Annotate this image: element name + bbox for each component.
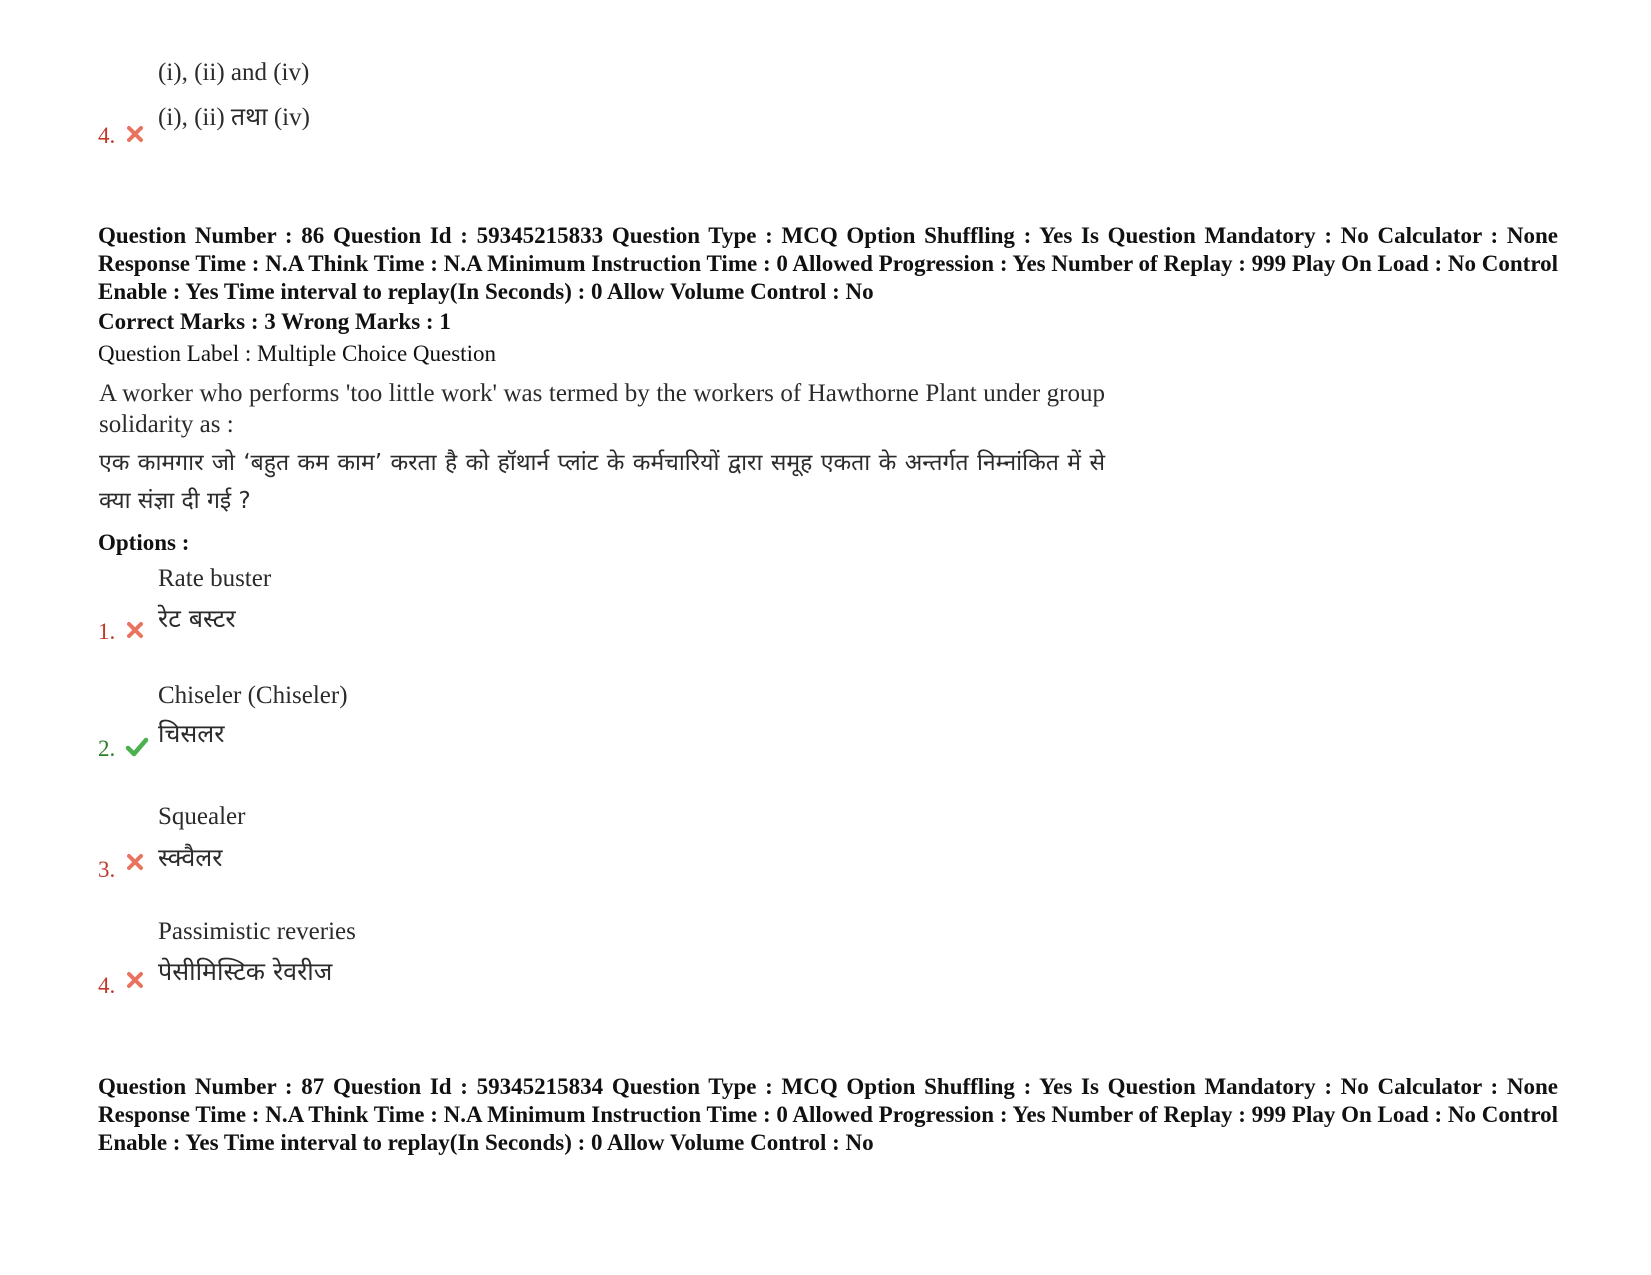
option-number: 2. — [98, 736, 116, 761]
option-text-en: Rate buster — [158, 565, 272, 592]
question-86-marks: Correct Marks : 3 Wrong Marks : 1 — [98, 309, 451, 334]
question-86-text-hi: एक कामगार जो ‘बहुत कम काम’ करता है को हॉथार्न प्लांट के कर्मचारियों द्वारा समूह एकता के अन्तर्गत निम्नांकित में से क्या संज्ञा दी गई ? — [99, 450, 1105, 514]
cross-icon — [125, 852, 145, 872]
option-text-hi: चिसलर — [158, 719, 225, 748]
option-text-hi: रेट बस्टर — [158, 604, 236, 633]
option-text-en: (i), (ii) and (iv) — [158, 59, 310, 86]
option-number: 1. — [98, 619, 116, 644]
question-86-meta: Question Number : 86 Question Id : 59345215833 Question Type : MCQ Option Shuffling : Yes Is Question Mandatory : No Calculator : None Response Time : N.A Think Time : N.A Minimum Instruction Time : 0 Allowed Progression : Yes Number of Replay : 999 Play On Load : No Control Enable : Yes Time interval to replay(In Seconds) : 0 Allow Volume Control : No — [98, 223, 1558, 304]
cross-icon — [125, 620, 145, 640]
question-87-meta: Question Number : 87 Question Id : 59345215834 Question Type : MCQ Option Shuffling : Yes Is Question Mandatory : No Calculator : None Response Time : N.A Think Time : N.A Minimum Instruction Time : 0 Allowed Progression : Yes Number of Replay : 999 Play On Load : No Control Enable : Yes Time interval to replay(In Seconds) : 0 Allow Volume Control : No — [98, 1074, 1558, 1155]
prev-option-4 — [98, 55, 698, 155]
option-2 — [98, 682, 698, 772]
option-number: 4. — [98, 123, 116, 148]
question-86-text-en: A worker who performs 'too little work' was termed by the workers of Hawthorne Plant under group solidarity as : — [99, 380, 1105, 438]
option-text-en: Chiseler (Chiseler) — [158, 682, 348, 709]
cross-icon — [125, 970, 145, 990]
question-86-label: Question Label : Multiple Choice Question — [98, 341, 496, 366]
option-text-en: Squealer — [158, 803, 246, 830]
option-text-hi: (i), (ii) तथा (iv) — [158, 104, 310, 131]
option-3 — [98, 803, 698, 893]
option-text-hi: स्क्वैलर — [158, 843, 223, 872]
check-icon — [125, 736, 149, 758]
option-number: 3. — [98, 857, 116, 882]
cross-icon — [125, 124, 145, 144]
option-number: 4. — [98, 973, 116, 998]
options-heading: Options : — [98, 530, 190, 555]
option-text-hi: पेसीमिस्टिक रेवरीज — [158, 957, 333, 986]
option-text-en: Passimistic reveries — [158, 918, 356, 945]
option-1 — [98, 565, 698, 655]
option-4 — [98, 918, 698, 1008]
